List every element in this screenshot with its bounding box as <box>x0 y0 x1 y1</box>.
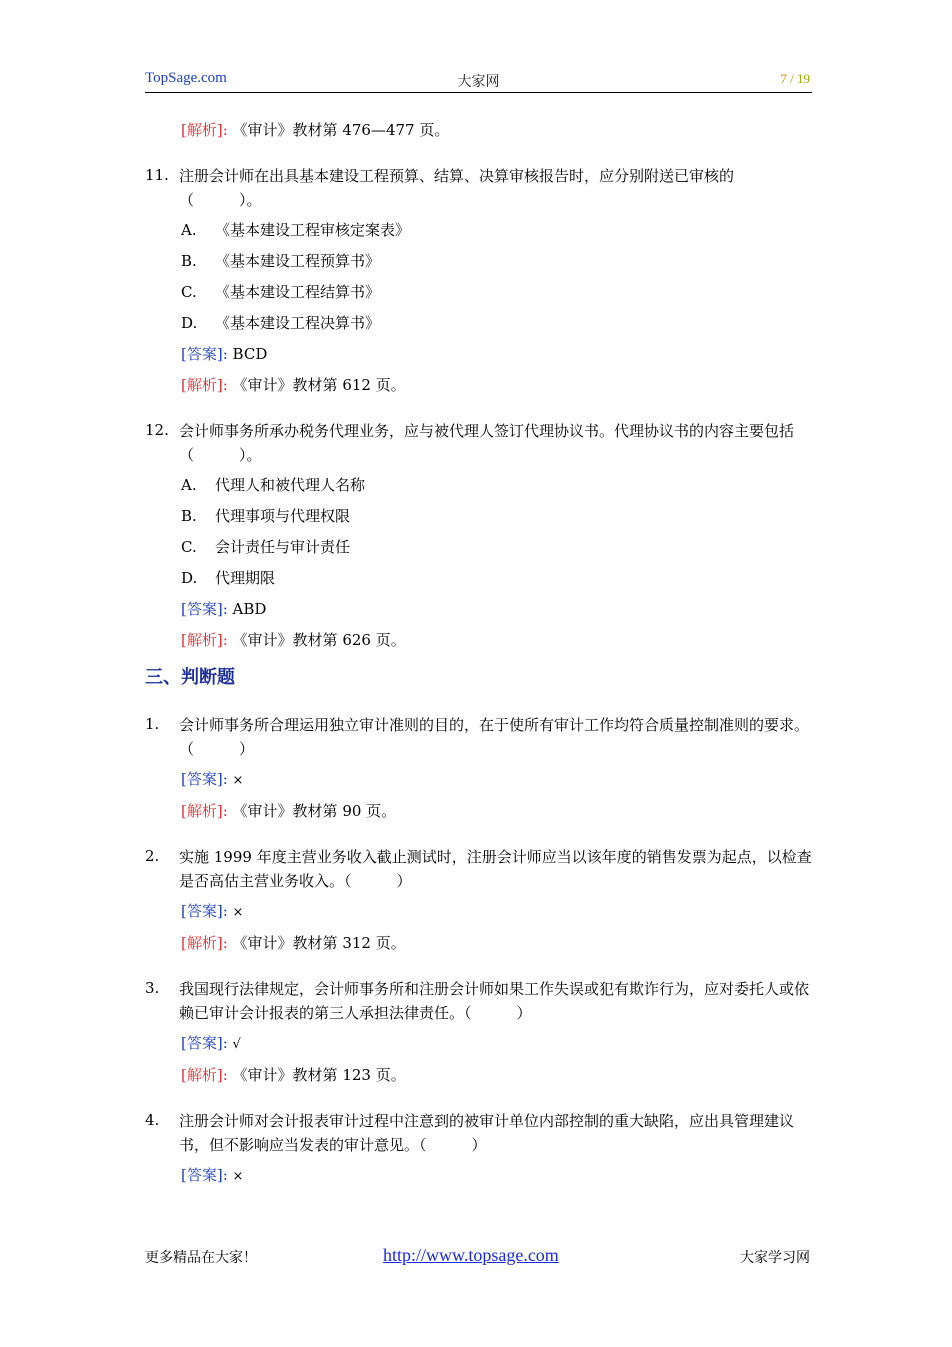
header-center-title: 大家网 <box>457 74 500 90</box>
explanation-text: 《审计》教材第 476—477 页。 <box>232 121 450 139</box>
option-item <box>145 246 812 277</box>
question-text: 实施 1999 年度主营业务收入截止测试时，注册会计师应当以该年度的销售发票为起点，以检查是否高估主营业务收入。（ ） <box>179 848 812 890</box>
answer-line <box>145 594 812 625</box>
explanation-label: [解析]: <box>181 934 228 952</box>
answer-line <box>145 896 812 928</box>
option-text: 《基本建设工程决算书》 <box>215 314 381 332</box>
question-number: 11. <box>145 166 169 184</box>
question-line <box>145 160 812 215</box>
explanation-line <box>145 115 812 146</box>
answer-value: ABD <box>232 600 267 618</box>
question-number: 1. <box>145 715 160 733</box>
option-label: D. <box>181 569 198 587</box>
page-indicator <box>780 71 810 87</box>
question-number: 4. <box>145 1111 160 1129</box>
option-label: C. <box>181 283 197 301</box>
footer-link[interactable]: http://www.topsage.com <box>383 1245 559 1265</box>
option-text: 《基本建设工程预算书》 <box>215 252 381 270</box>
question-block <box>145 160 812 401</box>
option-label: C. <box>181 538 197 556</box>
explanation-text: 《审计》教材第 123 页。 <box>232 1066 406 1084</box>
explanation-text: 《审计》教材第 612 页。 <box>232 376 406 394</box>
question-block <box>145 841 812 959</box>
question-line <box>145 841 812 896</box>
option-label: D. <box>181 314 198 332</box>
explanation-text: 《审计》教材第 312 页。 <box>232 934 406 952</box>
question-text: 注册会计师在出具基本建设工程预算、结算、决算审核报告时，应分别附送已审核的（ ）。 <box>179 167 735 209</box>
option-text: 会计责任与审计责任 <box>215 538 351 556</box>
option-text: 《基本建设工程审核定案表》 <box>215 221 411 239</box>
option-item <box>145 308 812 339</box>
answer-line <box>145 1160 812 1192</box>
explanation-label: [解析]: <box>181 121 228 139</box>
page-total: 19 <box>797 71 810 86</box>
question-block <box>145 709 812 827</box>
page-header <box>145 70 812 93</box>
answer-label: [答案]: <box>181 345 228 363</box>
option-text: 《基本建设工程结算书》 <box>215 283 381 301</box>
page-separator: / <box>790 71 794 86</box>
answer-line <box>145 1028 812 1060</box>
option-label: B. <box>181 252 197 270</box>
explanation-label: [解析]: <box>181 1066 228 1084</box>
answer-value: × <box>232 1169 244 1184</box>
option-text: 代理事项与代理权限 <box>215 507 351 525</box>
page-content <box>145 115 812 1192</box>
answer-line <box>145 764 812 796</box>
explanation-label: [解析]: <box>181 376 228 394</box>
explanation-line <box>145 1060 812 1091</box>
explanation-text: 《审计》教材第 626 页。 <box>232 631 406 649</box>
explanation-line <box>145 928 812 959</box>
answer-label: [答案]: <box>181 600 228 618</box>
option-text: 代理期限 <box>215 569 276 587</box>
option-label: A. <box>181 476 197 494</box>
section-title: 三、判断题 <box>145 667 235 688</box>
explanation-text: 《审计》教材第 90 页。 <box>232 802 397 820</box>
question-line <box>145 415 812 470</box>
question-block <box>145 1105 812 1192</box>
option-item <box>145 277 812 308</box>
header-site-name: TopSage.com <box>145 70 227 86</box>
answer-label: [答案]: <box>181 1166 228 1184</box>
page-footer <box>145 1245 812 1269</box>
option-item <box>145 470 812 501</box>
page-current: 7 <box>780 71 787 86</box>
answer-line <box>145 339 812 370</box>
option-item <box>145 501 812 532</box>
option-item <box>145 563 812 594</box>
explanation-label: [解析]: <box>181 802 228 820</box>
question-text: 注册会计师对会计报表审计过程中注意到的被审计单位内部控制的重大缺陷，应出具管理建议书，但不影响应当发表的审计意见。（ ） <box>179 1112 795 1154</box>
question-block <box>145 973 812 1091</box>
question-line <box>145 1105 812 1160</box>
answer-label: [答案]: <box>181 902 228 920</box>
question-block <box>145 415 812 656</box>
question-text: 我国现行法律规定，会计师事务所和注册会计师如果工作失误或犯有欺诈行为，应对委托人或依赖已审计会计报表的第三人承担法律责任。（ ） <box>179 980 810 1022</box>
footer-site-name: 大家学习网 <box>740 1250 810 1266</box>
question-line <box>145 973 812 1028</box>
explanation-line <box>145 370 812 401</box>
question-text: 会计师事务所合理运用独立审计准则的目的，在于使所有审计工作均符合质量控制准则的要求。（ ） <box>179 716 810 758</box>
answer-value: × <box>232 905 244 920</box>
option-label: A. <box>181 221 197 239</box>
question-number: 2. <box>145 847 160 865</box>
answer-value: BCD <box>232 345 268 363</box>
option-item <box>145 532 812 563</box>
explanation-line <box>145 796 812 827</box>
option-text: 代理人和被代理人名称 <box>215 476 366 494</box>
answer-value: × <box>232 773 244 788</box>
question-text: 会计师事务所承办税务代理业务，应与被代理人签订代理协议书。代理协议书的内容主要包括（ ）。 <box>179 422 795 464</box>
question-number: 3. <box>145 979 160 997</box>
answer-label: [答案]: <box>181 1034 228 1052</box>
footer-slogan: 更多精品在大家！ <box>145 1250 257 1266</box>
option-label: B. <box>181 507 197 525</box>
explanation-line <box>145 625 812 656</box>
explanation-label: [解析]: <box>181 631 228 649</box>
question-number: 12. <box>145 421 169 439</box>
answer-label: [答案]: <box>181 770 228 788</box>
option-item <box>145 215 812 246</box>
answer-value: √ <box>232 1037 241 1052</box>
question-line <box>145 709 812 764</box>
